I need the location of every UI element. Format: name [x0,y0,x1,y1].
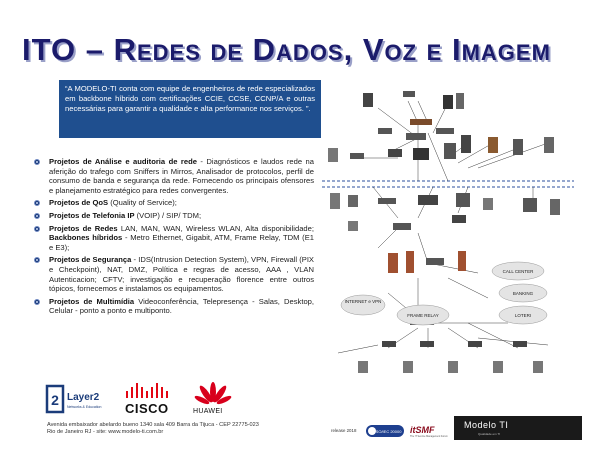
router-icon [382,341,396,347]
bullet-item-multimidia [31,297,314,316]
server-icon [444,143,456,159]
switch-icon [378,128,392,134]
switch-icon [378,198,396,204]
quote-text: “A MODELO-TI conta com equipe de engenheiros de rede especializados em backbone híbrido com certificações CCIE, CCSE, CCNP/A e outras necessárias para garantir a qualidade e alta performance nos serviços. ”. [65,84,315,114]
iso-label: ISO/IEC 20000 [374,429,402,434]
server-icon [413,148,429,160]
bullet-item-seguranca [31,255,314,293]
pc-icon [483,198,493,210]
bullet-item-telefonia [31,211,314,221]
server-icon [328,148,338,162]
page-title [22,32,582,72]
iso-badge-icon [366,424,404,438]
bullet-item-analise [31,157,314,195]
switch-icon [436,128,454,134]
huawei-logo [193,382,235,418]
router-icon [513,341,527,347]
firewall-icon [388,253,398,273]
release-label: release 2018 [331,428,357,433]
loteri-label: LOTERI [514,313,532,318]
server-icon [330,193,340,209]
bullet-list [31,157,314,319]
footer-address [47,422,317,436]
bullet-text: (VOIP) / SIP/ TDM; [134,210,202,220]
top-bar-right [450,0,600,26]
bullet-icon [34,213,40,219]
huawei-word: HUAWEI [193,408,223,415]
bullet-title: Projetos de Redes [49,223,118,233]
server-icon [544,137,554,153]
frame-relay-label: FRAME RELAY [407,313,439,318]
bullet-text: - Diagnósticos e laudos rede na aferição do trafego com Sniffers in Mirros, Analisador de protocolos, perfil de consumo de banda e segurança da rede. Fornecendo os principais ofensores e planejamento estratégico para redes convergentes. [49,157,314,195]
server-icon [550,199,560,215]
bullet-title: Projetos de Multimídia [49,296,135,306]
server-icon [513,139,523,155]
modelo-ti-label: Modelo TI [464,420,509,430]
bullet-text: Videoconferência, Telepresença - Salas, Desktop, Celular - ponto a ponto e multiponto. [49,296,314,316]
pc-icon [348,195,358,207]
itsmf-label: itSMF [410,425,435,435]
title-prefix: ITO – [22,32,114,67]
network-diagram [318,83,581,387]
firewall-icon [406,251,414,273]
router-icon [420,341,434,347]
server-icon [456,193,470,207]
bullet-title-2: Backbones híbridos [49,233,123,243]
huawei-flower-icon [193,382,233,408]
pc-icon [448,361,458,373]
switch-icon [406,133,426,140]
router-icon [452,215,466,223]
firewall-icon [458,251,466,271]
bullet-icon [34,257,40,263]
call-center-label: CALL CENTER [502,269,534,274]
server-icon [461,135,471,153]
server-icon [363,93,373,107]
router-icon [418,195,438,205]
banking-label: BANKING [512,291,534,296]
modelo-ti-sub: Qualidade em TI [478,432,501,436]
server-icon [456,93,464,109]
svg-text:2: 2 [51,392,59,408]
router-icon [403,91,415,97]
bullet-item-redes [31,224,314,253]
switch-icon [426,258,444,265]
layer2-sub: Networks & Education [67,405,102,409]
bullet-text-2: - Metro Ethernet, Gigabit, ATM, Frame Relay, TDM (E1 e E3); [49,233,314,252]
bullet-title: Projetos de Análise e auditoria de rede [49,157,197,166]
router-icon [468,341,482,347]
cisco-logo [123,382,183,416]
bullet-icon [34,159,40,165]
pc-icon [533,361,543,373]
layer2-logo [45,384,103,414]
server-icon [523,198,537,212]
iso-badge [366,424,404,438]
cisco-word: CISCO [125,401,169,416]
server-icon [443,95,453,109]
bullet-icon [34,200,40,206]
address-line-1: Avenida embaixador abelardo bueno 1340 sala 409 Barra da Tijuca - CEP 22775-023 [47,422,259,428]
layer2-mark-icon [45,384,65,414]
internet-cloud [341,295,385,315]
server-icon [488,137,498,153]
network-diagram-svg [318,83,581,387]
bullet-title: Projetos de Telefonia IP [49,210,135,220]
bullet-icon [34,226,40,232]
quote-box [59,80,321,138]
devices [328,91,560,373]
pc-icon [358,361,368,373]
bullet-title: Projetos de Segurança [49,255,132,265]
layer2-brand: Layer2 [67,392,100,403]
firewall-icon [410,119,432,125]
bullet-text: LAN, MAN, WAN, Wireless WLAN, Alta disponibilidade; [117,223,314,233]
pc-icon [403,361,413,373]
partner-logos [45,382,245,418]
cisco-bars-icon [123,382,183,400]
bullet-icon [34,299,40,305]
switch-icon [350,153,364,159]
bullet-item-qos [31,198,314,208]
itsmf-badge [410,424,446,438]
pc-icon [493,361,503,373]
router-icon [388,149,402,157]
address-line-2[interactable]: Rio de Janeiro RJ - site: www.modelo-ti.com.br [47,429,164,435]
bullet-text: - IDS(Intrusion Detection System), VPN, Firewall (PIX e Checkpoint), NAT, DMZ, Política e regras de acesso, AAA , VLAN Autenticacion; CFTV; investigação e recuperação florence entre outros tópicos, fornecemos e instalamos os equipamentos. [49,255,314,294]
internet-label: INTERNET e VPN [344,299,382,304]
bullet-title: Projetos de QoS [49,198,109,208]
modelo-ti-badge [454,416,582,440]
bullet-text: (Quality of Service); [108,198,177,208]
switch-icon [393,223,411,230]
title-rest: Redes de Dados, Voz e Imagem [113,32,551,67]
itsmf-sub: The IT Service Management Forum [410,435,448,438]
pc-icon [348,221,358,231]
